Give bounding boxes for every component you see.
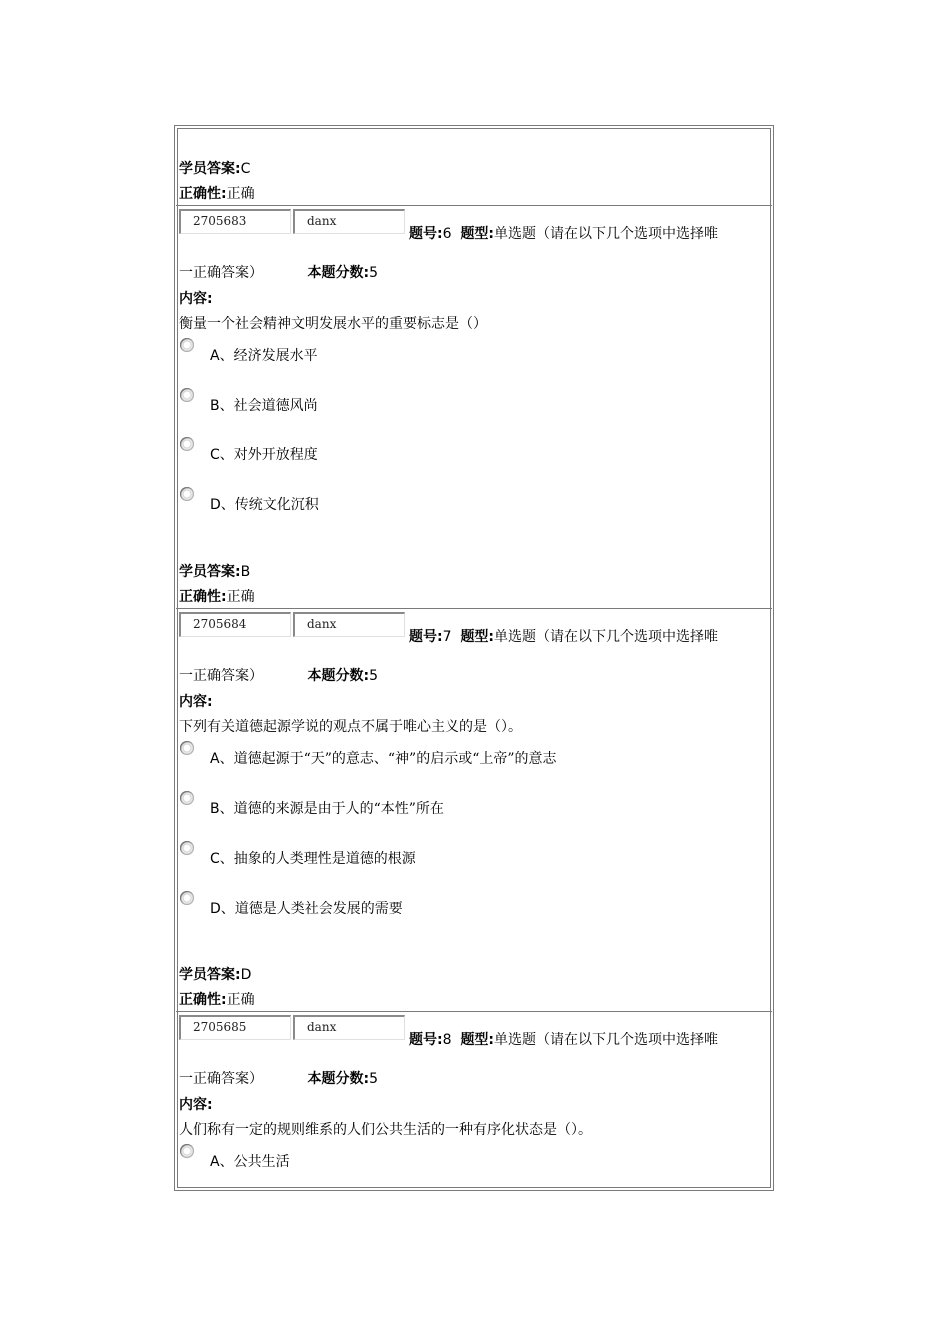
score-value: 5 — [369, 1071, 378, 1087]
radio-button[interactable] — [180, 891, 194, 905]
question-header-line2 — [179, 262, 378, 282]
question-id-field[interactable]: 2705685 — [179, 1015, 291, 1040]
student-answer-value: B — [240, 564, 251, 580]
question-code-field[interactable]: danx — [293, 612, 405, 637]
option-label: D、道德是人类社会发展的需要 — [210, 901, 403, 917]
correctness — [179, 586, 255, 606]
question-type-text-cont: 一正确答案） — [179, 668, 263, 684]
student-answer-value: D — [240, 967, 252, 983]
student-answer — [179, 561, 250, 581]
score-value: 5 — [369, 265, 378, 281]
radio-button[interactable] — [180, 338, 194, 352]
radio-button[interactable] — [180, 791, 194, 805]
divider — [176, 205, 772, 206]
divider — [176, 1011, 772, 1012]
option-label: A、道德起源于“天”的意志、“神”的启示或“上帝”的意志 — [210, 751, 557, 767]
question-header-line2 — [179, 1068, 378, 1088]
question-text: 下列有关道德起源学说的观点不属于唯心主义的是（）。 — [179, 719, 522, 735]
content-label: 内容: — [179, 1097, 213, 1113]
correctness-label: 正确性: — [179, 186, 227, 202]
score-label: 本题分数: — [307, 1071, 370, 1087]
correctness-value: 正确 — [226, 186, 255, 202]
question-type-text: 单选题（请在以下几个选项中选择唯 — [494, 226, 719, 242]
option-label: C、抽象的人类理性是道德的根源 — [210, 851, 416, 867]
radio-button[interactable] — [180, 841, 194, 855]
radio-button[interactable] — [180, 388, 194, 402]
question-code-field[interactable]: danx — [293, 1015, 405, 1040]
correctness-label: 正确性: — [179, 992, 227, 1008]
correctness-label: 正确性: — [179, 589, 227, 605]
question-number: 8 — [442, 1032, 452, 1048]
radio-button[interactable] — [180, 741, 194, 755]
question-code-field[interactable]: danx — [293, 209, 405, 234]
question-text: 人们称有一定的规则维系的人们公共生活的一种有序化状态是（）。 — [179, 1122, 592, 1138]
student-answer-label: 学员答案: — [179, 967, 241, 983]
student-answer-value: C — [240, 161, 251, 177]
content-label: 内容: — [179, 291, 213, 307]
option-label: A、经济发展水平 — [210, 348, 318, 364]
correctness — [179, 989, 255, 1009]
radio-button[interactable] — [180, 437, 194, 451]
question-type-text: 单选题（请在以下几个选项中选择唯 — [494, 1032, 719, 1048]
score-label: 本题分数: — [307, 265, 370, 281]
radio-button[interactable] — [180, 487, 194, 501]
option-label: B、社会道德风尚 — [210, 398, 318, 414]
content-label: 内容: — [179, 694, 213, 710]
question-text: 衡量一个社会精神文明发展水平的重要标志是（） — [179, 316, 487, 332]
question-id-field[interactable]: 2705683 — [179, 209, 291, 234]
question-header — [409, 626, 718, 646]
question-header — [409, 223, 718, 243]
option-label: A、公共生活 — [210, 1154, 290, 1170]
correctness-value: 正确 — [226, 589, 255, 605]
question-header — [409, 1029, 718, 1049]
question-number-label: 题号: — [409, 1032, 443, 1048]
question-type-label: 题型: — [460, 1032, 495, 1048]
student-answer-label: 学员答案: — [179, 161, 241, 177]
student-answer — [179, 964, 251, 984]
question-header-line2 — [179, 665, 378, 685]
student-answer-top — [179, 158, 250, 178]
question-type-label: 题型: — [460, 629, 495, 645]
student-answer-label: 学员答案: — [179, 564, 241, 580]
correctness-value: 正确 — [226, 992, 255, 1008]
question-type-text-cont: 一正确答案） — [179, 1071, 263, 1087]
option-label: D、传统文化沉积 — [210, 497, 319, 513]
question-number: 6 — [442, 226, 452, 242]
question-type-text-cont: 一正确答案） — [179, 265, 263, 281]
option-label: C、对外开放程度 — [210, 447, 318, 463]
question-number: 7 — [442, 629, 452, 645]
question-id-field[interactable]: 2705684 — [179, 612, 291, 637]
score-value: 5 — [369, 668, 378, 684]
score-label: 本题分数: — [307, 668, 370, 684]
question-type-text: 单选题（请在以下几个选项中选择唯 — [494, 629, 719, 645]
option-label: B、道德的来源是由于人的“本性”所在 — [210, 801, 444, 817]
question-type-label: 题型: — [460, 226, 495, 242]
radio-button[interactable] — [180, 1144, 194, 1158]
question-number-label: 题号: — [409, 629, 443, 645]
question-number-label: 题号: — [409, 226, 443, 242]
divider — [176, 608, 772, 609]
correctness-top — [179, 183, 255, 203]
